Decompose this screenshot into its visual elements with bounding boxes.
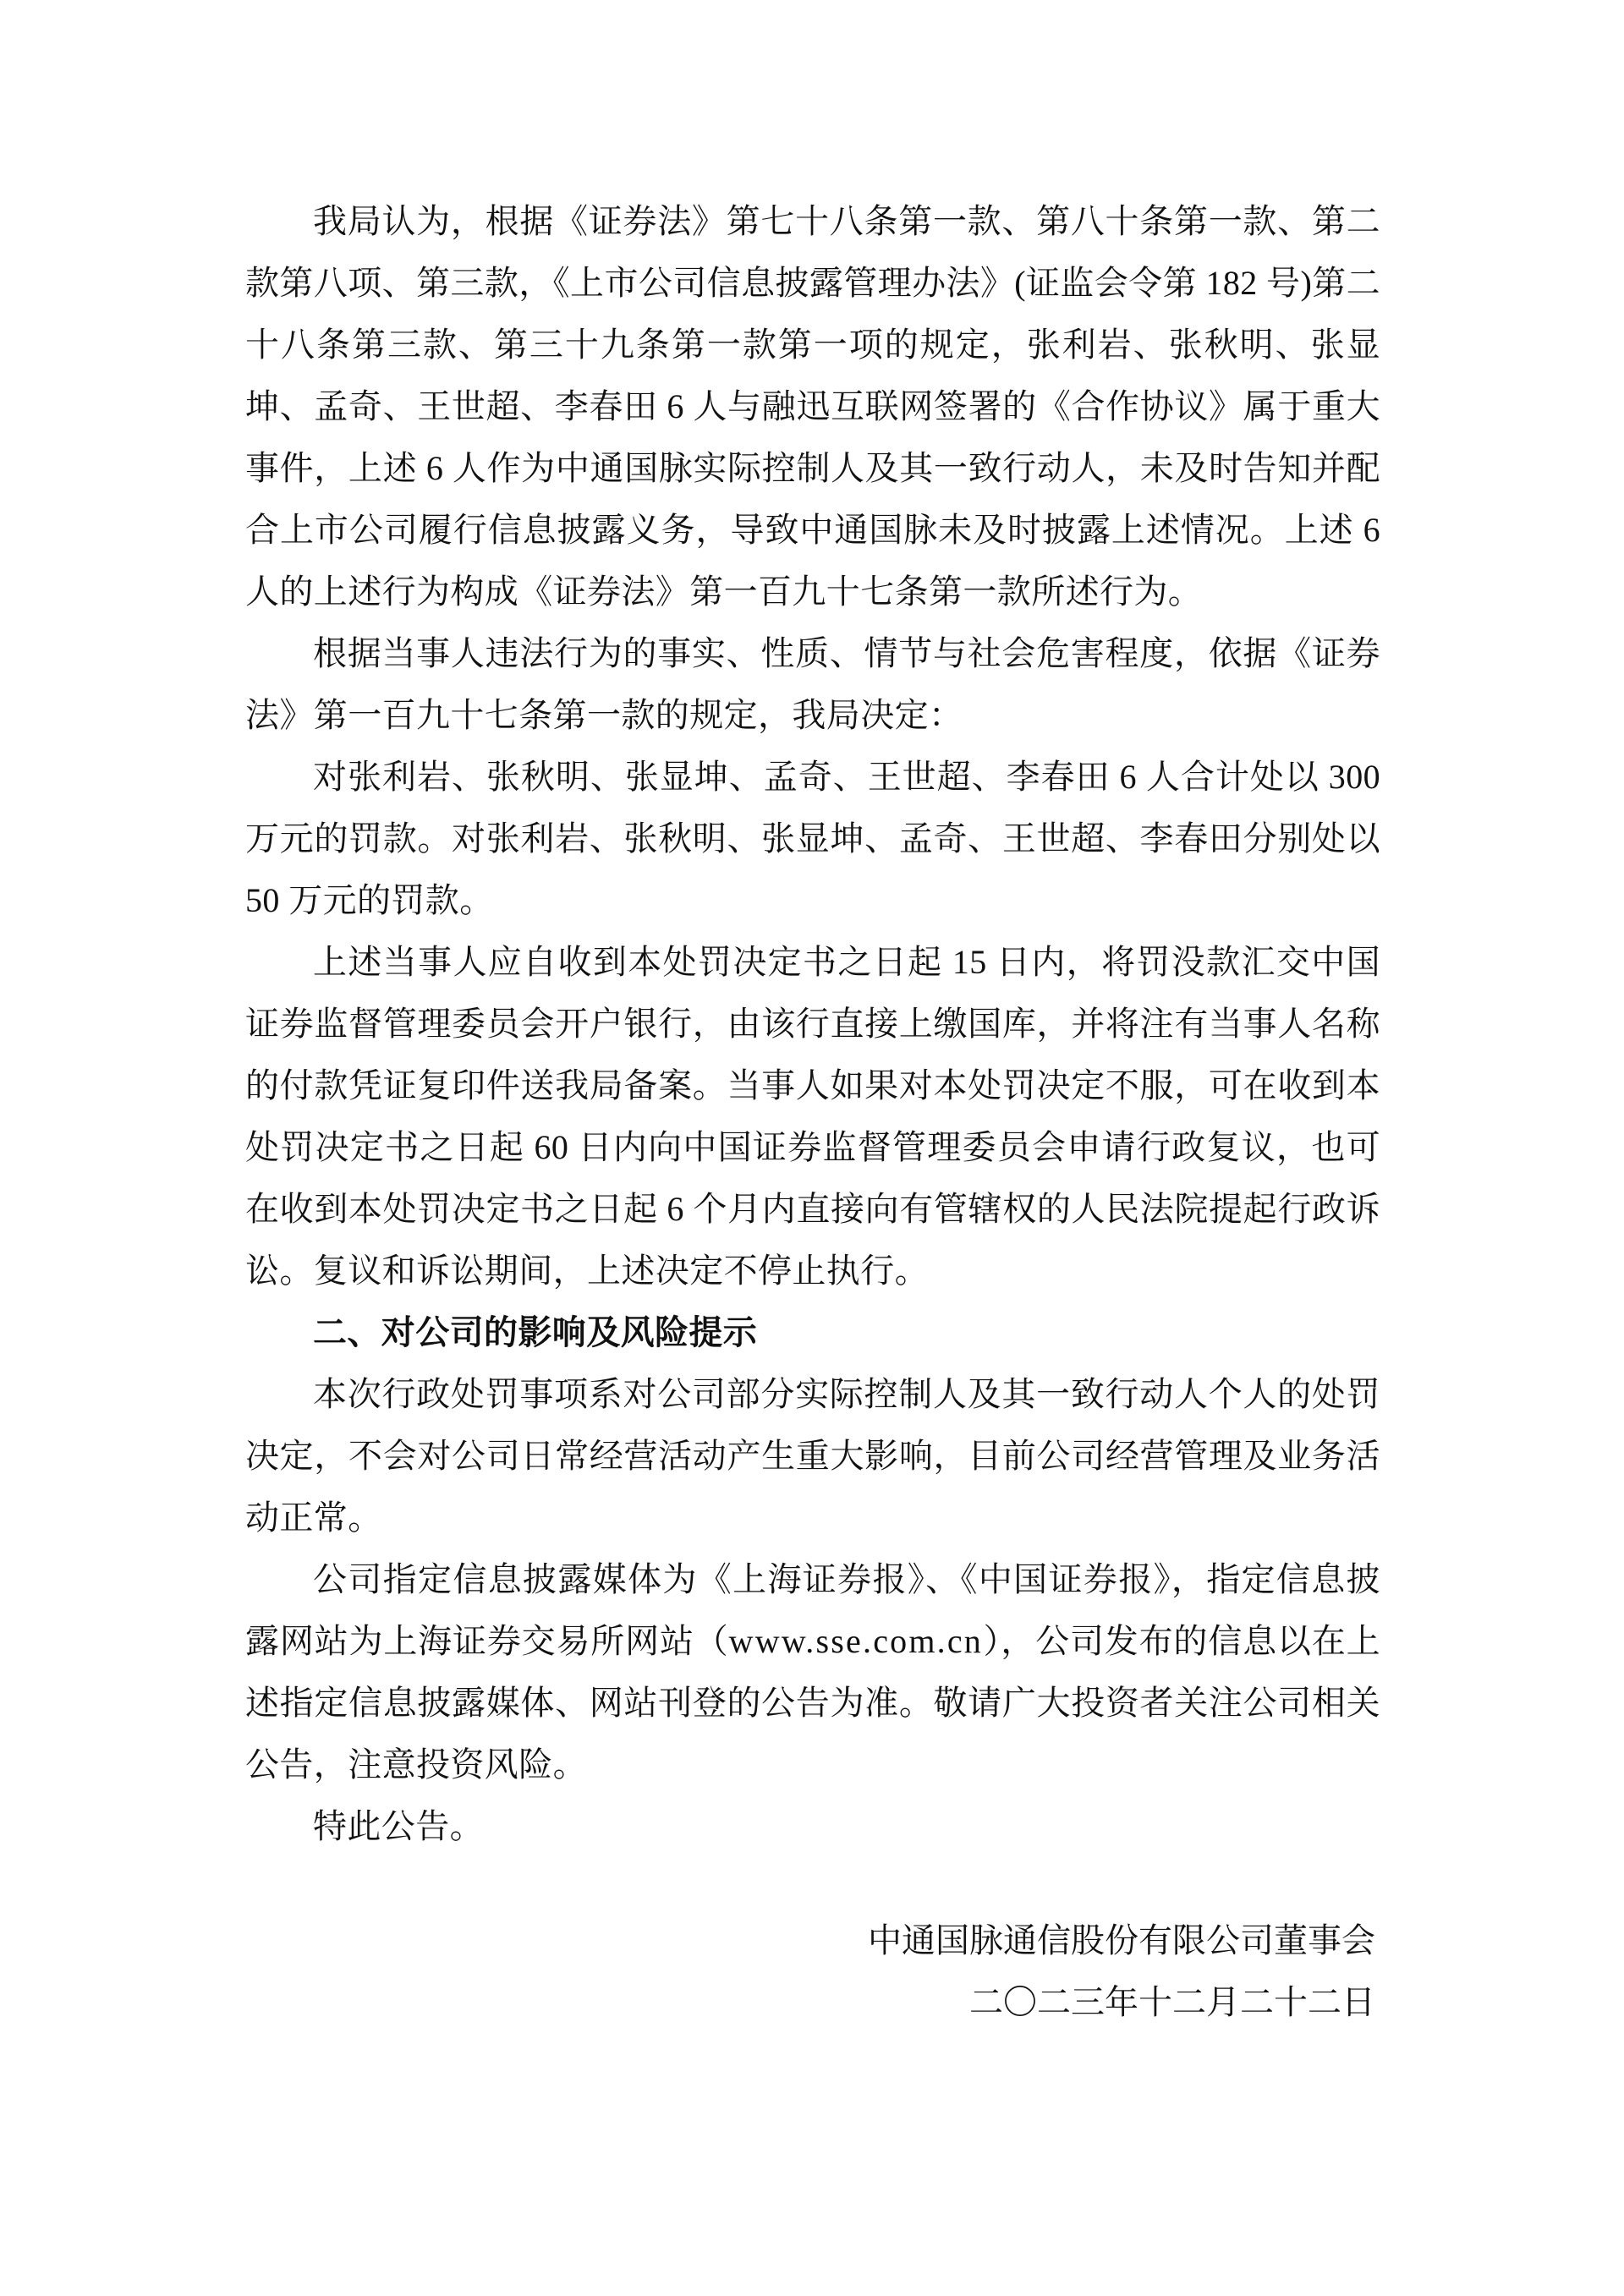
document-body <box>245 190 1380 1857</box>
paragraph-impact-statement: 本次行政处罚事项系对公司部分实际控制人及其一致行动人个人的处罚决定，不会对公司日常经营活动产生重大影响，目前公司经营管理及业务活动正常。 <box>245 1375 1380 1537</box>
signing-date: 二〇二三年十二月二十二日 <box>969 1983 1375 2021</box>
sse-website-url: www.sse.com.cn <box>728 1622 984 1660</box>
section-heading-company-impact: 二、对公司的影响及风险提示 <box>313 1313 758 1351</box>
paragraph-payment-and-appeal: 上述当事人应自收到本处罚决定书之日起 15 日内，将罚没款汇交中国证券监督管理委员会开户银行，由该行直接上缴国库，并将注有当事人名称的付款凭证复印件送我局备案。当事人如果对本处罚决定不服，可在收到本处罚决定书之日起 60 日内向中国证券监督管理委员会申请行政复议，也可在收到本处罚决定书之日起 6 个月内直接向有管辖权的人民法院提起行政诉讼。复议和诉讼期间，上述决定不停止执行。 <box>245 943 1380 1290</box>
signature-block <box>245 1910 1380 2033</box>
disclosure-media-text-before-url: 公司指定信息披露媒体为《上海证券报》、《中国证券报》，指定信息披露网站为上海证券交易所网站（ <box>245 1560 1380 1660</box>
paragraph-disclosure-media <box>245 1548 1380 1795</box>
signing-company-name: 中通国脉通信股份有限公司董事会 <box>868 1921 1375 1959</box>
paragraph-closing-notice: 特此公告。 <box>313 1807 484 1845</box>
paragraph-penalty-amounts: 对张利岩、张秋明、张显坤、孟奇、王世超、李春田 6 人合计处以 300 万元的罚款。对张利岩、张秋明、张显坤、孟奇、王世超、李春田分别处以 50 万元的罚款。 <box>245 758 1380 919</box>
disclosure-media-text-after-url: ），公司发布的信息以在上述指定信息披露媒体、网站刊登的公告为准。敬请广大投资者关注公司相关公告，注意投资风险。 <box>245 1622 1380 1784</box>
paragraph-legal-basis: 根据当事人违法行为的事实、性质、情节与社会危害程度，依据《证券法》第一百九十七条第一款的规定，我局决定： <box>245 634 1380 734</box>
paragraph-findings: 我局认为，根据《证券法》第七十八条第一款、第八十条第一款、第二款第八项、第三款，《上市公司信息披露管理办法》(证监会令第 182 号)第二十八条第三款、第三十九条第一款第一项的规定，张利岩、张秋明、张显坤、孟奇、王世超、李春田 6 人与融迅互联网签署的《合作协议》属于重大事件，上述 6 人作为中通国脉实际控制人及其一致行动人，未及时告知并配合上市公司履行信息披露义务，导致中通国脉未及时披露上述情况。上述 6 人的上述行为构成《证券法》第一百九十七条第一款所述行为。 <box>245 202 1380 611</box>
